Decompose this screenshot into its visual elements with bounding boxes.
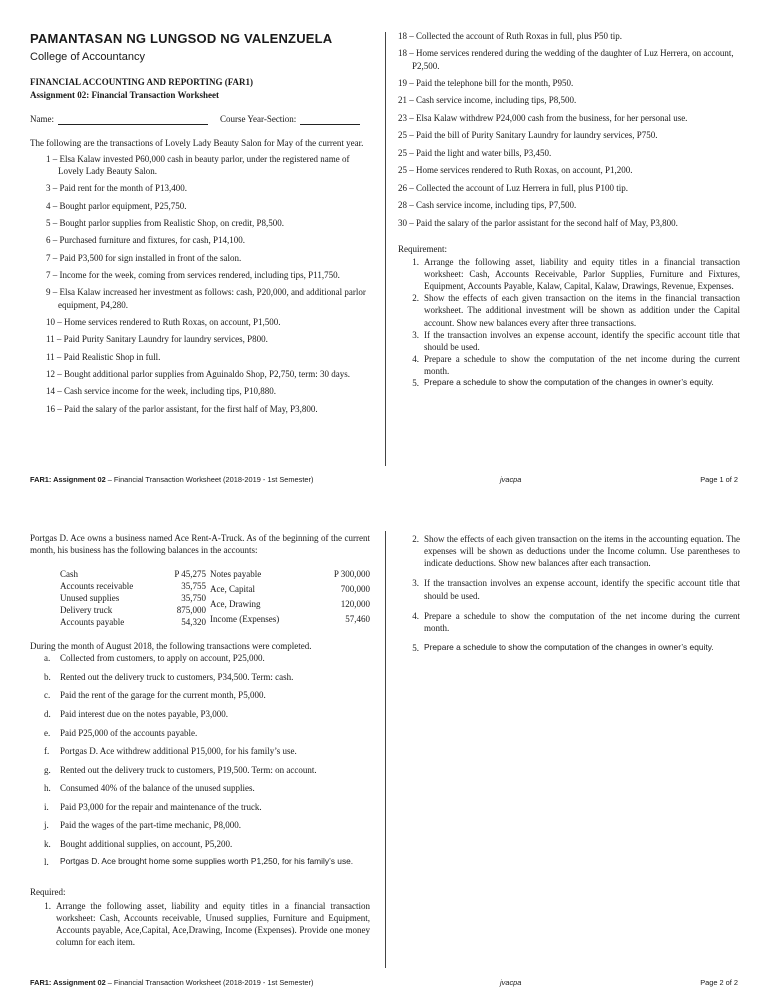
item-letter: e. (44, 727, 51, 738)
name-blank[interactable] (58, 116, 208, 125)
account-amount: P 45,275 (174, 569, 206, 580)
left-column (30, 532, 370, 948)
assignment-title: Assignment 02: Financial Transaction Worksheet (30, 89, 220, 100)
course-year-blank[interactable] (300, 116, 360, 125)
list-item (398, 642, 740, 654)
item-letter: d. (44, 709, 51, 720)
university-name: PAMANTASAN NG LUNGSOD NG VALENZUELA (30, 31, 333, 46)
required-list-left (30, 900, 370, 949)
list-item (30, 819, 370, 831)
left-column (30, 30, 370, 420)
account-name: Unused supplies (60, 593, 120, 604)
intro-text: Portgas D. Ace owns a business named Ace Rent-A-Truck. As of the beginning of the current month, his business has the following balances in the accounts: (30, 533, 370, 556)
college-name: College of Accountancy (30, 50, 145, 63)
list-item (398, 353, 740, 377)
list-item (30, 403, 370, 415)
requirement-list (398, 256, 740, 390)
transaction-list-right (398, 30, 740, 229)
item-text: Portgas D. Ace brought home some supplies worth P1,250, for his family’s use. (60, 856, 354, 867)
requirement-title: Requirement: (398, 243, 447, 254)
list-item (30, 200, 370, 212)
course-title: FINANCIAL ACCOUNTING AND REPORTING (FAR1) (30, 77, 254, 88)
list-item (398, 256, 740, 292)
list-item (30, 838, 370, 850)
list-item: 28 – Cash service income, including tips, P7,500. (398, 200, 577, 211)
item-text: Prepare a schedule to show the computation of the net income during the current month. (424, 610, 740, 633)
item-text: Arrange the following asset, liability and equity titles in a financial transaction worksheet: Cash, Accounts Receivable, Parlor Supplies, Furniture and Fixtures, Equipment, Accounts Payable, Kalaw, Capital, Kalaw, Drawings, Revenue, Expenses. (424, 256, 740, 292)
balances-right (210, 568, 370, 628)
footer-author: jvacpa (500, 475, 522, 484)
account-name: Notes payable (210, 569, 262, 580)
list-item (30, 652, 370, 664)
required-title: Required: (30, 887, 66, 898)
list-item (30, 182, 370, 194)
list-item (30, 671, 370, 683)
list-item (30, 782, 370, 794)
intro-text: The following are the transactions of Lovely Lady Beauty Salon for May of the current year. (30, 137, 364, 148)
item-number: 1. (44, 900, 51, 911)
account-name: Accounts receivable (60, 581, 134, 592)
account-name: Delivery truck (60, 605, 113, 616)
list-item (30, 153, 370, 177)
item-number: 2. (412, 293, 419, 304)
transaction-text: 7 – Income for the week, coming from services rendered, including tips, P11,750. (46, 270, 340, 281)
item-text: Arrange the following asset, liability and equity titles in a financial transaction worksheet: Cash, Accounts receivable, Unused supplies, Furniture and Equipment, Accounts payable, Ace,Capital, Ace,Drawing, Income (Expenses). Provide one money column for each item. (56, 900, 370, 947)
list-item (30, 689, 370, 701)
right-column (398, 532, 740, 662)
item-letter: g. (44, 764, 51, 775)
item-number: 4. (412, 610, 419, 621)
during-text: During the month of August 2018, the following transactions were completed. (30, 641, 312, 652)
course-year-label: Course Year-Section: (220, 113, 297, 124)
account-name: Cash (60, 569, 78, 580)
list-item (30, 351, 370, 363)
item-text: Portgas D. Ace withdrew additional P15,000, for his family’s use. (60, 746, 297, 757)
transaction-text: 3 – Paid rent for the month of P13,400. (46, 183, 187, 194)
transaction-text: 1 – Elsa Kalaw invested P60,000 cash in beauty parlor, under the registered name of Lovely Lady Beauty Salon. (46, 153, 350, 177)
item-number: 5. (412, 642, 419, 653)
item-text: Rented out the delivery truck to customers, P19,500. Term: on account. (60, 764, 317, 775)
transaction-text: 12 – Bought additional parlor supplies from Aguinaldo Shop, P2,750, term: 30 days. (46, 368, 350, 379)
account-name: Ace, Drawing (210, 599, 261, 610)
list-item (30, 252, 370, 264)
list-item (30, 745, 370, 757)
item-letter: k. (44, 838, 51, 849)
account-amount: 35,755 (181, 581, 206, 592)
required-list-right (398, 533, 740, 654)
item-letter: c. (44, 690, 51, 701)
column-divider (385, 32, 386, 466)
balances-table (60, 568, 370, 628)
list-item (398, 329, 740, 353)
list-item (30, 801, 370, 813)
list-item (30, 900, 370, 949)
footer-title: FAR1: Assignment 02 – Financial Transaction Worksheet (2018-2019 - 1st Semester) (30, 978, 314, 987)
account-name: Income (Expenses) (210, 614, 280, 625)
account-amount: 700,000 (340, 584, 370, 595)
account-amount: 57,460 (345, 614, 370, 625)
account-amount: 875,000 (176, 605, 206, 616)
list-item (30, 333, 370, 345)
list-item (30, 269, 370, 281)
transaction-text: 5 – Bought parlor supplies from Realistic Shop, on credit, P8,500. (46, 218, 284, 229)
list-item (398, 292, 740, 328)
list-item (30, 286, 370, 310)
item-number: 2. (412, 534, 419, 544)
list-item (30, 316, 370, 328)
account-name: Ace, Capital (210, 584, 255, 595)
footer-title: FAR1: Assignment 02 – Financial Transaction Worksheet (2018-2019 - 1st Semester) (30, 475, 314, 484)
item-number: 3. (412, 578, 419, 589)
transaction-text: 10 – Home services rendered to Ruth Roxas, on account, P1,500. (46, 316, 281, 327)
list-item (398, 577, 740, 601)
account-amount: 120,000 (340, 599, 370, 610)
list-item: 25 – Paid the light and water bills, P3,450. (398, 147, 552, 158)
list-item (398, 377, 740, 389)
list-item: 25 – Paid the bill of Purity Sanitary Laundry for laundry services, P750. (398, 130, 658, 141)
list-item (30, 764, 370, 776)
account-name: Accounts payable (60, 617, 125, 628)
list-item: 23 – Elsa Kalaw withdrew P24,000 cash from the business, for her personal use. (398, 112, 688, 123)
list-item (30, 856, 370, 868)
item-text: Prepare a schedule to show the computation of the changes in owner’s equity. (424, 377, 714, 388)
transaction-text: 7 – Paid P3,500 for sign installed in front of the salon. (46, 252, 242, 263)
list-item: 18 – Collected the account of Ruth Roxas in full, plus P50 tip. (398, 31, 622, 41)
item-text: Show the effects of each given transaction on the items in the financial transaction worksheet. The additional investment will be shown as addition under the Capital account. Show new balances every after three transactions. (424, 293, 740, 328)
page-footer (30, 978, 738, 988)
item-text: Consumed 40% of the balance of the unused supplies. (60, 783, 255, 794)
list-item (30, 708, 370, 720)
item-letter: j. (44, 820, 49, 831)
transaction-text: 11 – Paid Purity Sanitary Laundry for laundry services, P800. (46, 334, 268, 345)
transaction-list (30, 652, 370, 868)
footer-page-number: Page 2 of 2 (700, 978, 738, 987)
list-item: 25 – Home services rendered to Ruth Roxas, on account, P1,200. (398, 165, 633, 176)
list-item: 21 – Cash service income, including tips, P8,500. (398, 95, 577, 106)
item-number: 4. (412, 353, 419, 364)
item-text: Prepare a schedule to show the computation of the net income during the current month. (424, 353, 740, 377)
list-item (30, 727, 370, 739)
account-amount: P 300,000 (333, 569, 370, 580)
page-footer (30, 475, 738, 485)
footer-author: jvacpa (500, 978, 522, 987)
item-letter: f. (44, 746, 50, 757)
item-text: If the transaction involves an expense account, identify the specific account title that should be used. (424, 329, 740, 352)
transaction-text: 4 – Bought parlor equipment, P25,750. (46, 200, 187, 211)
transaction-text: 16 – Paid the salary of the parlor assistant, for the first half of May, P3,800. (46, 403, 318, 414)
item-letter: h. (44, 783, 51, 794)
item-text: Bought additional supplies, on account, P5,200. (60, 838, 233, 849)
item-number: 3. (412, 329, 419, 340)
transaction-text: 9 – Elsa Kalaw increased her investment as follows: cash, P20,000, and additional parlor equipment, P4,280. (46, 287, 366, 310)
item-text: Rented out the delivery truck to customers, P34,500. Term: cash. (60, 671, 294, 682)
item-text: If the transaction involves an expense account, identify the specific account title that should be used. (424, 578, 740, 601)
list-item: 26 – Collected the account of Luz Herrera in full, plus P100 tip. (398, 182, 628, 193)
item-text: Paid the wages of the part-time mechanic, P8,000. (60, 820, 241, 831)
item-text: Show the effects of each given transaction on the items in the accounting equation. The expenses will be shown as deductions under the Income column. Use parentheses to indicate deductions. Show new balances after each transaction. (424, 534, 740, 569)
balances-left (60, 568, 206, 628)
transaction-text: 6 – Purchased furniture and fixtures, for cash, P14,100. (46, 235, 245, 246)
list-item: 18 – Home services rendered during the wedding of the daughter of Luz Herrera, on account, P2,500. (398, 48, 734, 71)
item-letter: b. (44, 671, 51, 682)
account-amount: 54,320 (181, 617, 206, 628)
list-item: 30 – Paid the salary of the parlor assistant for the second half of May, P3,800. (398, 217, 678, 228)
right-column (398, 30, 740, 389)
item-number: 1. (412, 256, 419, 267)
item-text: Collected from customers, to apply on account, P25,000. (60, 653, 265, 664)
list-item: 19 – Paid the telephone bill for the month, P950. (398, 78, 574, 89)
list-item (30, 368, 370, 380)
item-letter: i. (44, 801, 49, 812)
item-text: Paid interest due on the notes payable, P3,000. (60, 709, 228, 720)
item-text: Prepare a schedule to show the computation of the changes in owner’s equity. (424, 641, 714, 652)
footer-page-number: Page 1 of 2 (700, 475, 738, 484)
item-letter: a. (44, 653, 51, 664)
item-text: Paid P3,000 for the repair and maintenance of the truck. (60, 801, 262, 812)
transaction-text: 11 – Paid Realistic Shop in full. (46, 351, 161, 362)
item-text: Paid the rent of the garage for the current month, P5,000. (60, 690, 266, 701)
account-amount: 35,750 (181, 593, 206, 604)
item-number: 5. (412, 378, 419, 389)
transaction-text: 14 – Cash service income for the week, including tips, P10,880. (46, 386, 276, 397)
item-text: Paid P25,000 of the accounts payable. (60, 727, 198, 738)
name-row (30, 113, 370, 125)
list-item (30, 217, 370, 229)
name-label: Name: (30, 113, 54, 124)
list-item (398, 533, 740, 569)
item-letter: l. (44, 857, 49, 868)
list-item (30, 234, 370, 246)
page-2 (0, 503, 768, 1006)
list-item (398, 610, 740, 634)
column-divider (385, 531, 386, 968)
list-item (30, 385, 370, 397)
transaction-list-left (30, 153, 370, 415)
